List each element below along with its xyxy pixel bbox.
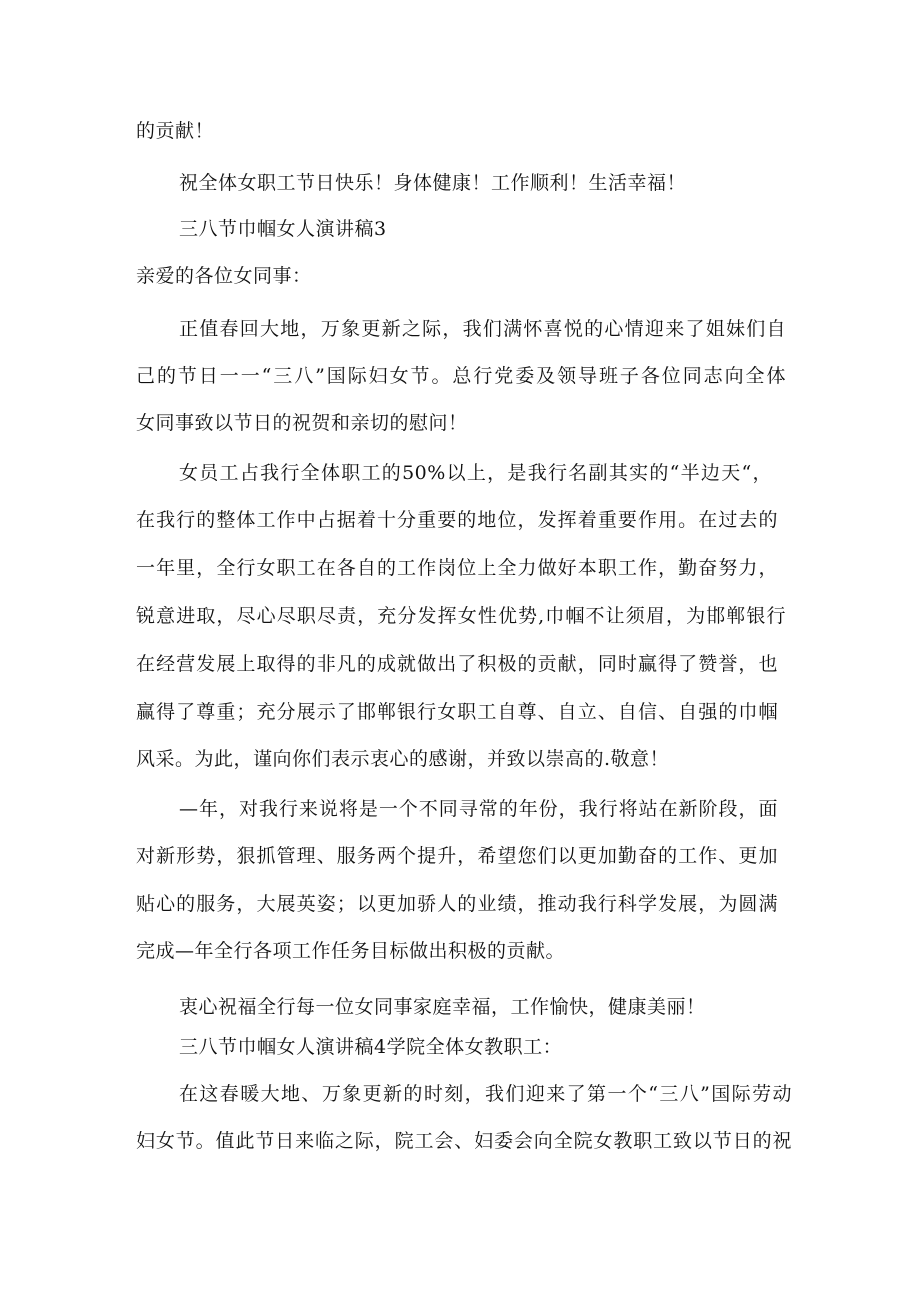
text-line: 妇女节。值此节日来临之际，院工会、妇委会向全院女教职工致以节日的祝 bbox=[136, 1130, 792, 1152]
text-line: 三八节巾帼女人演讲稿4学院全体女教职工： bbox=[179, 1036, 563, 1058]
text-line: 祝全体女职工节日快乐！身体健康！工作顺利！生活幸福！ bbox=[179, 172, 687, 194]
text-line: 在这春暖大地、万象更新的时刻，我们迎来了第一个“三八”国际劳动 bbox=[179, 1083, 792, 1105]
text-line: 对新形势，狠抓管理、服务两个提升，希望您们以更加勤奋的工作、更加 bbox=[136, 845, 778, 867]
text-line: 在经营发展上取得的非凡的成就做出了积极的贡献，同时赢得了赞誉，也 bbox=[136, 653, 778, 675]
text-line: 完成—年全行各项工作任务目标做出积极的贡献。 bbox=[136, 940, 566, 962]
text-line: 正值春回大地，万象更新之际，我们满怀喜悦的心情迎来了姐妹们自 bbox=[179, 318, 786, 340]
text-line: 贴心的服务，大展英姿；以更加骄人的业绩，推动我行科学发展，为圆满 bbox=[136, 893, 778, 915]
text-line: 女员工占我行全体职工的50%以上，是我行名副其实的“半边天“， bbox=[179, 462, 772, 484]
text-line: 锐意进取，尽心尽职尽责，充分发挥女性优势,巾帼不让须眉，为邯郸银行 bbox=[136, 605, 786, 627]
text-line: 一年里，全行女职工在各自的工作岗位上全力做好本职工作，勤奋努力， bbox=[136, 557, 778, 579]
text-line: 己的节日一一“三八”国际妇女节。总行党委及领导班子各位同志向全体 bbox=[136, 365, 786, 387]
text-line: 女同事致以节日的祝贺和亲切的慰问！ bbox=[136, 412, 468, 434]
text-line: 衷心祝福全行每一位女同事家庭幸福，工作愉快，健康美丽！ bbox=[179, 996, 706, 1018]
text-line: 赢得了尊重；充分展示了邯郸银行女职工自尊、自立、自信、自强的巾帼 bbox=[136, 701, 778, 723]
text-line: 三八节巾帼女人演讲稿3 bbox=[179, 218, 387, 240]
text-line: 风采。为此，谨向你们表示衷心的感谢，并致以崇高的.敬意！ bbox=[136, 748, 670, 770]
text-line: —年，对我行来说将是一个不同寻常的年份，我行将站在新阶段，面 bbox=[179, 798, 778, 820]
text-line: 亲爱的各位女同事： bbox=[136, 265, 312, 287]
text-line: 的贡献！ bbox=[136, 120, 215, 142]
text-line: 在我行的整体工作中占据着十分重要的地位，发挥着重要作用。在过去的 bbox=[136, 509, 778, 531]
